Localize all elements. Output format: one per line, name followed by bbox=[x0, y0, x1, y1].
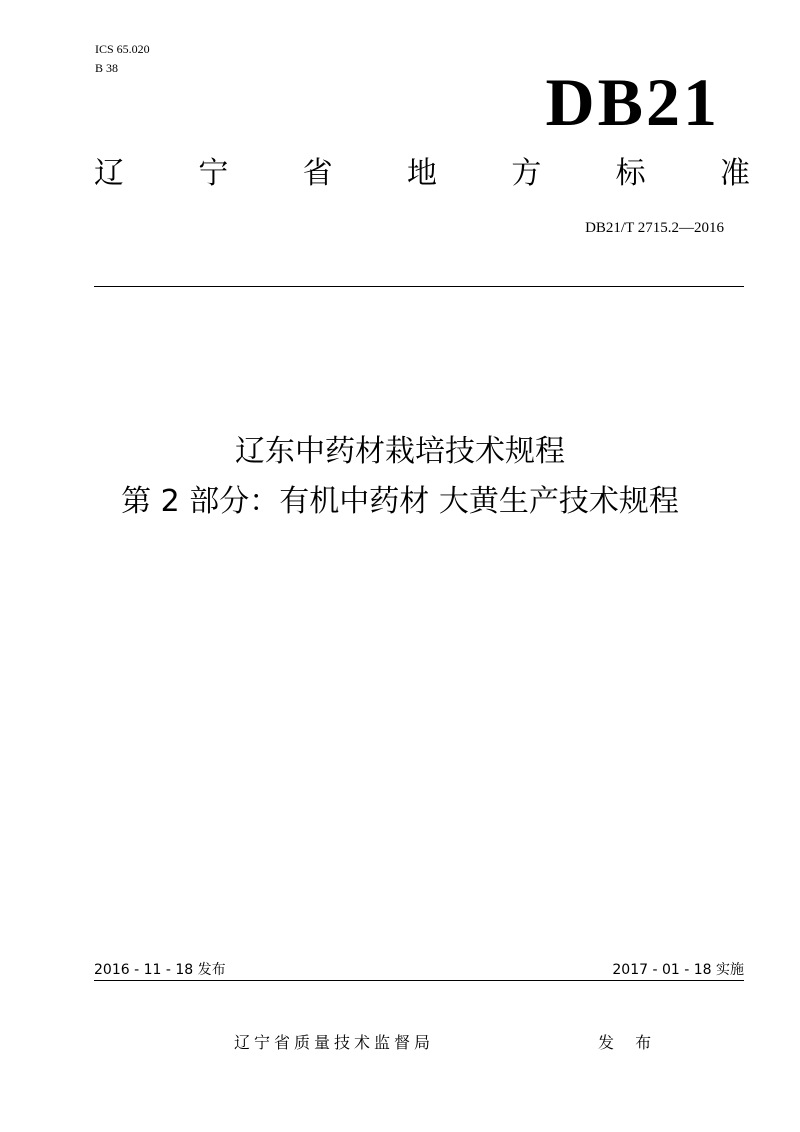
date-row bbox=[94, 960, 744, 980]
standard-type-char: 准 bbox=[719, 156, 750, 191]
ics-code: ICS 65.020 bbox=[95, 42, 150, 56]
document-title-line1: 辽东中药材栽培技术规程 bbox=[235, 434, 565, 469]
document-title-line2: 第 2 部分：有机中药材 大黄生产技术规程 bbox=[121, 484, 679, 519]
standard-type-char: 辽 bbox=[94, 156, 124, 191]
standard-type-char: 地 bbox=[406, 156, 437, 191]
db21-logo: DB21 bbox=[545, 64, 720, 140]
issue-date: 2016 - 11 - 18 发布 bbox=[94, 962, 226, 978]
standard-type-char: 方 bbox=[511, 156, 542, 191]
header-divider bbox=[94, 286, 744, 287]
publisher-name: 辽宁省质量技术监督局 bbox=[234, 1033, 435, 1052]
standard-type-char: 标 bbox=[615, 156, 646, 191]
standard-type-char: 宁 bbox=[198, 156, 229, 191]
publish-label: 发 布 bbox=[598, 1033, 660, 1052]
date-divider bbox=[94, 980, 744, 981]
standard-number: DB21/T 2715.2—2016 bbox=[585, 220, 724, 236]
ccs-code: B 38 bbox=[95, 61, 119, 75]
standard-type-heading bbox=[94, 154, 750, 194]
implementation-date: 2017 - 01 - 18 实施 bbox=[612, 962, 744, 978]
classification-codes bbox=[95, 40, 150, 78]
standard-type-char: 省 bbox=[302, 156, 333, 191]
